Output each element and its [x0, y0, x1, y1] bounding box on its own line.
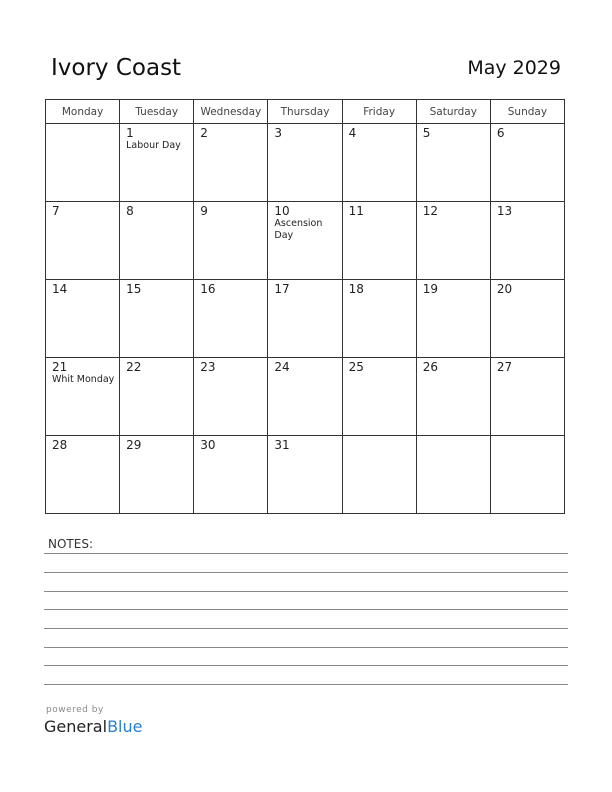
- day-cell: [342, 124, 416, 202]
- holiday-label: Labour Day: [126, 140, 181, 151]
- day-number: 4: [348, 126, 357, 140]
- day-number: 23: [200, 360, 216, 374]
- day-cell: [194, 202, 268, 280]
- day-number: 6: [496, 126, 505, 140]
- note-line: [44, 628, 568, 629]
- day-cell: [490, 202, 564, 280]
- notes-label: NOTES:: [48, 537, 93, 551]
- day-cell: [120, 280, 194, 358]
- day-number: 2: [200, 126, 208, 140]
- day-cell: [342, 202, 416, 280]
- weekday-header: Thursday: [268, 100, 342, 124]
- note-line: [44, 647, 568, 648]
- day-number: 20: [496, 282, 513, 296]
- weekday-header: Saturday: [416, 100, 490, 124]
- day-number: 5: [422, 126, 431, 140]
- day-number: 21: [52, 360, 68, 374]
- powered-by-text: powered by: [46, 705, 104, 715]
- weekday-header: Monday: [46, 100, 120, 124]
- note-line: [44, 684, 568, 685]
- day-cell: [194, 436, 268, 514]
- holiday-label: Whit Monday: [52, 374, 115, 385]
- note-line: [44, 553, 568, 554]
- day-number: 29: [126, 438, 142, 452]
- day-cell: [46, 124, 120, 202]
- brand-blue: Blue: [107, 717, 143, 736]
- day-cell: [268, 280, 342, 358]
- day-number: 11: [348, 204, 364, 218]
- day-cell: [416, 124, 490, 202]
- day-number: 25: [348, 360, 364, 374]
- day-cell: [120, 358, 194, 436]
- day-number: 7: [52, 204, 60, 218]
- day-cell: [342, 436, 416, 514]
- day-number: 1: [126, 126, 134, 140]
- day-cell: [268, 124, 342, 202]
- day-number: 9: [200, 204, 208, 218]
- month-title: May 2029: [467, 57, 561, 79]
- day-number: 27: [496, 360, 513, 374]
- brand-logo[interactable]: [44, 717, 142, 736]
- day-cell: [268, 436, 342, 514]
- day-cell: [416, 436, 490, 514]
- day-number: 30: [200, 438, 216, 452]
- holiday-label: Ascension Day: [274, 218, 323, 241]
- note-line: [44, 609, 568, 610]
- day-cell: [342, 280, 416, 358]
- day-number: 22: [126, 360, 142, 374]
- day-number: 19: [422, 282, 438, 296]
- note-line: [44, 572, 568, 573]
- day-number: 17: [274, 282, 290, 296]
- day-cell: [194, 280, 268, 358]
- day-cell: [490, 436, 564, 514]
- calendar-week-row: [46, 436, 565, 514]
- day-cell: [416, 358, 490, 436]
- weekday-header: Tuesday: [120, 100, 194, 124]
- calendar-week-row: [46, 202, 565, 280]
- calendar-grid: [45, 99, 565, 514]
- day-number: 24: [274, 360, 290, 374]
- note-line: [44, 591, 568, 592]
- calendar-week-row: [46, 280, 565, 358]
- day-number: 3: [274, 126, 283, 140]
- day-cell: [490, 124, 564, 202]
- day-number: 16: [200, 282, 216, 296]
- day-number: 12: [422, 204, 438, 218]
- day-cell: [120, 202, 194, 280]
- weekday-header: Sunday: [490, 100, 564, 124]
- day-number: 26: [422, 360, 438, 374]
- day-number: 14: [52, 282, 68, 296]
- country-title: Ivory Coast: [51, 55, 182, 81]
- weekday-header: Wednesday: [194, 100, 268, 124]
- day-cell: [268, 202, 342, 280]
- day-cell: [46, 358, 120, 436]
- day-cell: [120, 124, 194, 202]
- brand-general: General: [44, 717, 108, 736]
- day-number: 18: [348, 282, 364, 296]
- day-number: 13: [496, 204, 513, 218]
- day-number: 8: [126, 204, 134, 218]
- day-number: 31: [274, 438, 290, 452]
- day-cell: [46, 436, 120, 514]
- day-number: 10: [274, 204, 290, 218]
- day-cell: [46, 202, 120, 280]
- note-line: [44, 665, 568, 666]
- day-cell: [490, 280, 564, 358]
- day-cell: [120, 436, 194, 514]
- day-cell: [416, 280, 490, 358]
- day-cell: [342, 358, 416, 436]
- weekday-header-row: [46, 100, 565, 124]
- calendar-week-row: [46, 124, 565, 202]
- calendar-week-row: [46, 358, 565, 436]
- day-cell: [268, 358, 342, 436]
- day-number: 28: [52, 438, 68, 452]
- day-cell: [490, 358, 564, 436]
- day-cell: [46, 280, 120, 358]
- day-number: 15: [126, 282, 142, 296]
- day-cell: [194, 358, 268, 436]
- day-cell: [416, 202, 490, 280]
- day-cell: [194, 124, 268, 202]
- weekday-header: Friday: [342, 100, 416, 124]
